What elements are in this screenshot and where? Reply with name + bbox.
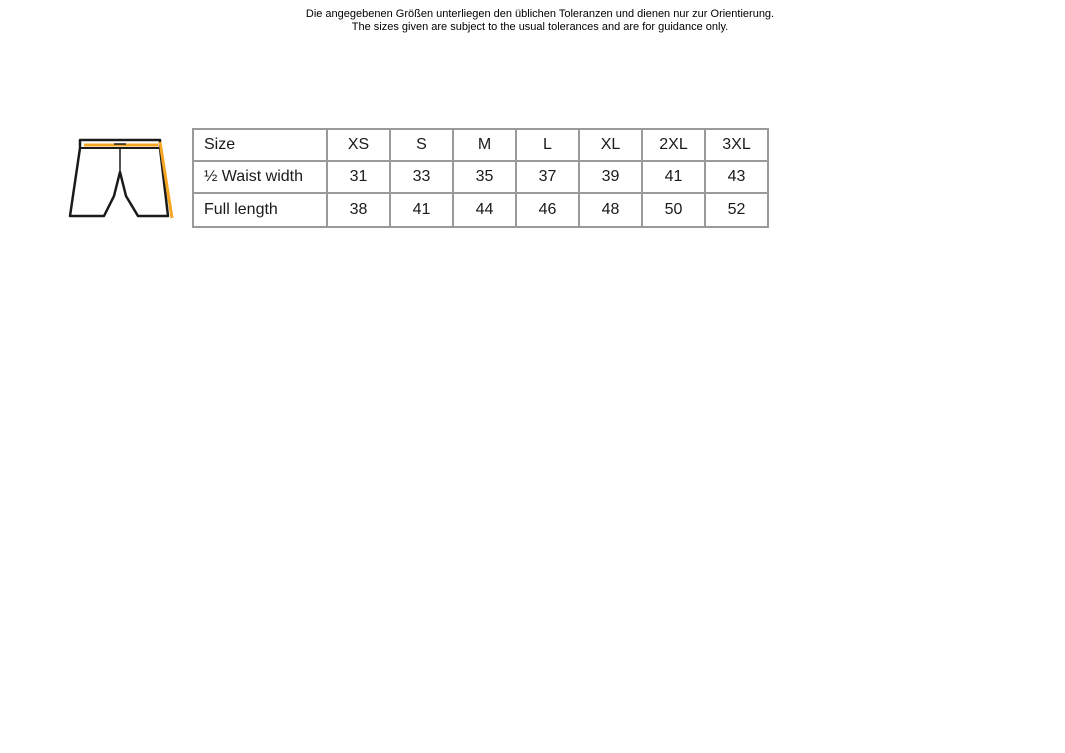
row-label: Full length <box>193 193 327 227</box>
table-cell: 48 <box>579 193 642 227</box>
size-chart-table <box>192 128 769 228</box>
row-label: ½ Waist width <box>193 161 327 193</box>
header-cell: L <box>516 129 579 161</box>
header-cell: XL <box>579 129 642 161</box>
table-cell: 35 <box>453 161 516 193</box>
header-cell: 3XL <box>705 129 768 161</box>
table-cell: 50 <box>642 193 705 227</box>
table-cell: 37 <box>516 161 579 193</box>
table-cell: 41 <box>642 161 705 193</box>
shorts-diagram-icon <box>66 134 178 224</box>
table-cell: 46 <box>516 193 579 227</box>
header-cell: 2XL <box>642 129 705 161</box>
notice-german: Die angegebenen Größen unterliegen den üblichen Toleranzen und dienen nur zur Orientierung. <box>305 8 775 20</box>
header-cell: M <box>453 129 516 161</box>
tolerance-notice <box>0 8 1065 34</box>
table-cell: 31 <box>327 161 390 193</box>
table-cell: 52 <box>705 193 768 227</box>
header-cell: S <box>390 129 453 161</box>
header-label: Size <box>193 129 327 161</box>
table-cell: 43 <box>705 161 768 193</box>
table-row <box>193 161 768 193</box>
table-cell: 41 <box>390 193 453 227</box>
table-cell: 39 <box>579 161 642 193</box>
table-cell: 44 <box>453 193 516 227</box>
notice-english: The sizes given are subject to the usual tolerances and are for guidance only. <box>351 21 729 33</box>
table-header-row <box>193 129 768 161</box>
table-row <box>193 193 768 227</box>
header-cell: XS <box>327 129 390 161</box>
table-cell: 38 <box>327 193 390 227</box>
table-cell: 33 <box>390 161 453 193</box>
